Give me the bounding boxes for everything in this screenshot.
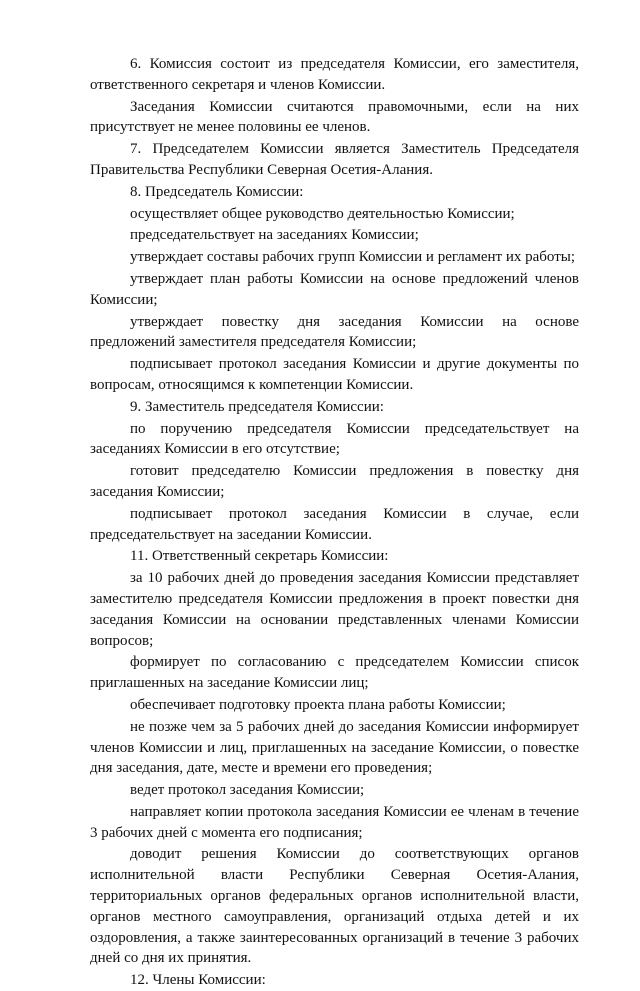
paragraph-chairman-identity: 7. Председателем Комиссии является Заместитель Председателя Правительства Республики Северная Осетия-Алания. [90, 141, 579, 178]
paragraph-secretary-duty-1: за 10 рабочих дней до проведения заседания Комиссии представляет заместителю председателя Комиссии предложения в проект повестки дня заседания Комиссии на основании представленных членами Комиссии вопросов; [90, 570, 579, 649]
paragraph-chairman-duty-3: утверждает составы рабочих групп Комиссии и регламент их работы; [130, 249, 576, 266]
paragraph-secretary-duty-3: обеспечивает подготовку проекта плана работы Комиссии; [130, 696, 506, 713]
paragraph-chairman-heading: 8. Председатель Комиссии: [130, 183, 304, 200]
paragraph-secretary-duty-5: ведет протокол заседания Комиссии; [130, 782, 365, 799]
paragraph-secretary-duty-4: не позже чем за 5 рабочих дней до заседания Комиссии информирует членов Комиссии и лиц, приглашенных на заседание Комиссии, о повестке дня заседания, дате, месте и времени его проведения; [90, 718, 579, 777]
paragraph-quorum: Заседания Комиссии считаются правомочными, если на них присутствует не менее половины ее членов. [90, 98, 579, 136]
paragraph-chairman-duty-1: осуществляет общее руководство деятельностью Комиссии; [130, 205, 515, 222]
document-page [90, 54, 579, 991]
paragraph-deputy-heading: 9. Заместитель председателя Комиссии: [130, 398, 384, 415]
paragraph-chairman-duty-5: утверждает повестку дня заседания Комиссии на основе предложений заместителя председателя Комиссии; [90, 313, 579, 351]
paragraph-secretary-duty-2: формирует по согласованию с председателем Комиссии список приглашенных на заседание Комиссии лиц; [90, 654, 579, 692]
paragraph-secretary-duty-7: доводит решения Комиссии до соответствующих органов исполнительной власти Республики Северная Осетия-Алания, территориальных органов федеральных органов исполнительной власти, органов местного самоуправления, организаций отдыха детей и их оздоровления, а также заинтересованных организаций в течение 3 рабочих дней со дня их принятия. [90, 846, 579, 967]
paragraph-deputy-duty-3: подписывает протокол заседания Комиссии в случае, если председательствует на заседании Комиссии. [90, 505, 579, 543]
paragraph-deputy-duty-1: по поручению председателя Комиссии председательствует на заседаниях Комиссии в его отсутствие; [90, 420, 579, 458]
paragraph-chairman-duty-2: председательствует на заседаниях Комиссии; [130, 227, 419, 244]
paragraph-secretary-duty-6: направляет копии протокола заседания Комиссии ее членам в течение 3 рабочих дней с момента его подписания; [90, 803, 579, 841]
paragraph-secretary-heading: 11. Ответственный секретарь Комиссии: [130, 548, 389, 565]
paragraph-chairman-duty-6: подписывает протокол заседания Комиссии и другие документы по вопросам, относящимся к компетенции Комиссии. [90, 356, 579, 393]
paragraph-members-heading: 12. Члены Комиссии: [130, 972, 266, 989]
paragraph-chairman-duty-4: утверждает план работы Комиссии на основе предложений членов Комиссии; [90, 270, 579, 308]
paragraph-deputy-duty-2: готовит председателю Комиссии предложения в повестку дня заседания Комиссии; [90, 463, 579, 500]
paragraph-commission-composition: 6. Комиссия состоит из председателя Комиссии, его заместителя, ответственного секретаря и членов Комиссии. [90, 56, 579, 93]
